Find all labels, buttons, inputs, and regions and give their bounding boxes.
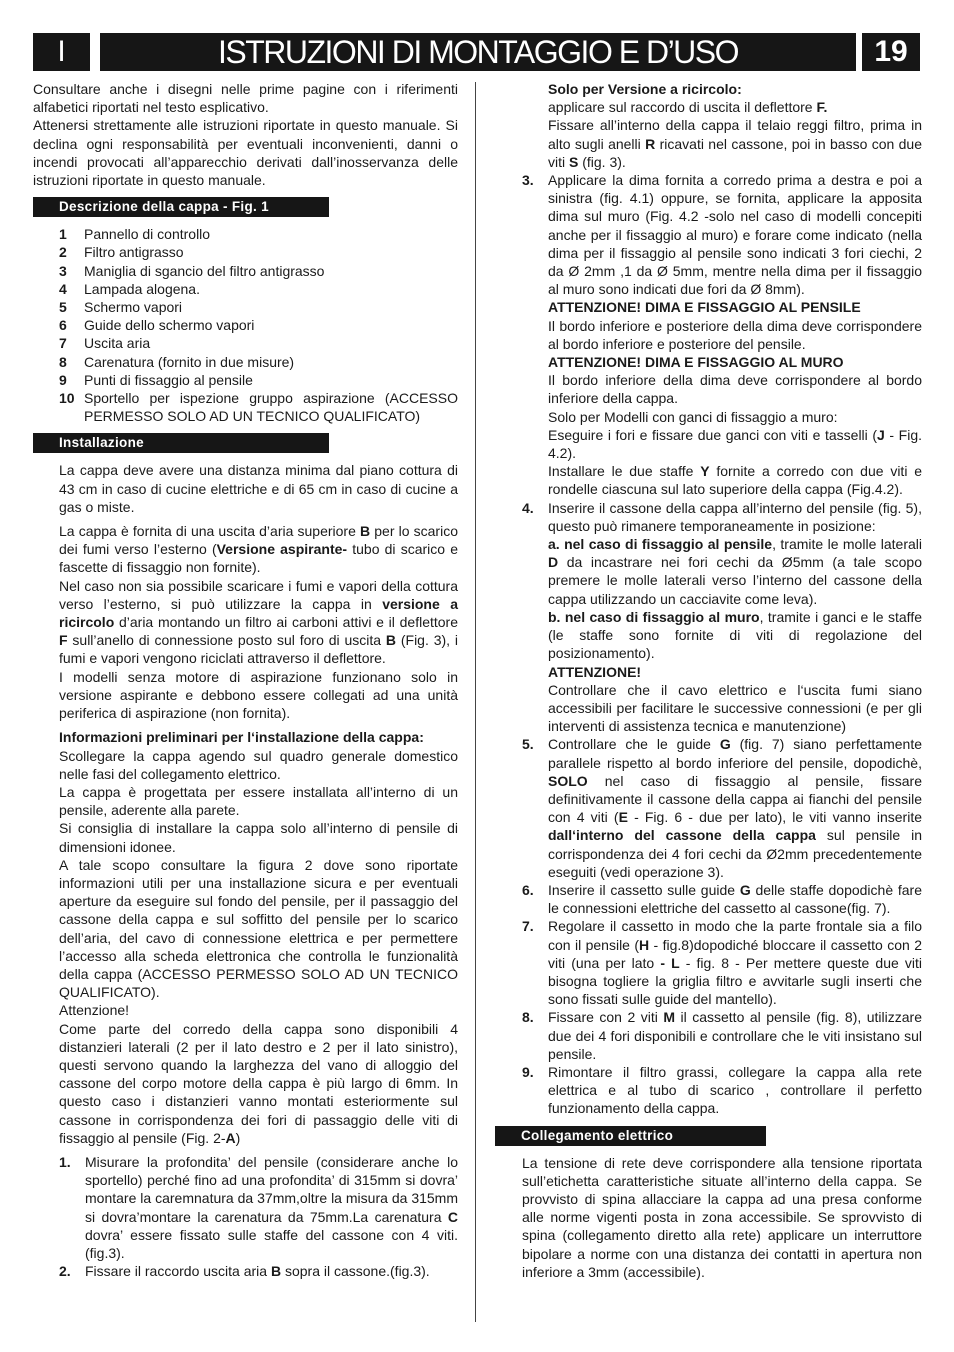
paragraph: La cappa è progettata per essere installata all’interno di un pensile, aderente alla parete. — [59, 783, 458, 819]
step-6: 6. Inserire il cassetto sulle guide G delle staffe dopodichè fare le connessioni elettriche del cassetto al cassone(fig. 7). — [522, 881, 922, 917]
list-item: 8 Carenatura (fornito in due misure) — [59, 353, 295, 370]
paragraph: Attenzione! — [59, 1002, 130, 1019]
paragraph: I modelli senza motore di aspirazione funzionano solo in versione aspirante e debbono essere collegati ad una unità periferica di aspirazione (non fornita). — [59, 668, 458, 722]
paragraph: La cappa è fornita di una uscita d’aria superiore B per lo scarico dei fumi verso l’esterno (Versione aspirante- tubo di scarico e fascette di fissaggio non fornite). — [59, 523, 458, 576]
paragraph: A tale scopo consultare la figura 2 dove sono riportate informazioni utili per una installazione sicura e per eventuali aperture da eseguire sul fondo del pensile, per il passaggio del cassone della cappa e sul soffitto del pensile per lo scarico dell’aria, del cavo di connessione elettrica e per permettere l’accesso alla scheda elettronica che controlla le funzionalità della cappa (ACCESSO PERMESSO SOLO AD UN TECNICO QUALIFICATO). — [59, 856, 458, 1001]
ricircolo-block: Solo per Versione a ricircolo: applicare sul raccordo di uscita il deflettore F. Fissare all’interno della cappa il telaio reggi filtro, prima in alto sugli anelli R ricavati nel cassone, poi in basso con due viti S (fig. 3). — [548, 81, 923, 170]
list-item: 1 Pannello di controllo — [59, 226, 211, 243]
steps-right — [522, 80, 922, 1118]
paragraph: Nel caso non sia possibile scaricare i fumi e vapori della cottura verso l’esterno, si può utilizzare la cappa in versione a ricircolo d’aria montando un filtro ai carboni attivi e il deflettore F sull’anello di connessione posto sul foro di uscita B (Fig. 3), i fumi e vapori vengono riciclati attraverso il deflettore. — [59, 577, 458, 667]
paragraph: Scollegare la cappa agendo sul quadro generale domestico nelle fasi del collegamento elettrico. — [59, 747, 458, 782]
list-item: 7 Uscita aria — [59, 335, 151, 352]
step-9: 9. Rimontare il filtro grassi, collegare la cappa alla rete elettrica e al tubo di scarico , controllare il perfetto funzionamento della cappa. — [522, 1063, 922, 1117]
section-heading-collegamento: Collegamento elettrico — [495, 1126, 766, 1146]
intro-paragraph-2: Attenersi strettamente alle istruzioni riportate in questo manuale. Si declina ogni responsabilità per eventuali inconvenienti, danni o incendi provocati all’apparecchio derivati dall’inosservanza delle istruzioni riportate in questo manuale. — [33, 117, 458, 189]
list-item: 4 Lampada alogena. — [59, 280, 200, 297]
list-item: 9 Punti di fissaggio al pensile — [59, 371, 253, 388]
step-3: 3. Applicare la dima fornita a corredo prima a destra e poi a sinistra (fig. 4.1) oppure, se fornita, applicare la apposita dima sul muro (Fig. 4.2 -solo nel caso di modelli concepiti anche per il fissaggio al muro) e forare come indicato (nella dima per il fissaggio al pensile sono indicati 3 fori ciechi, 2 da Ø 2mm ,1 da Ø 5mm, mentre nella dima per il fissaggio al muro sono indicati due fori da Ø 8mm). ATTENZIONE! DIMA E FISSAGGIO AL PENSILE Il bordo inferiore e posteriore della dima deve corrispondere al bordo inferiore e posteriore del pensile. ATTENZIONE! DIMA E FISSAGGIO AL MURO Il bordo inferiore della dima deve corrispondere al bordo inferiore della cappa. Solo per Modelli con ganci di fissaggio a muro: Eseguire i fori e fissare due ganci con viti e tasselli (J - Fig. 4.2). Installare le due staffe Y fornite a corredo con due viti e rondelle ciascuna sul lato superiore della cappa (Fig.4.2). — [522, 172, 922, 498]
section-heading-descrizione: Descrizione della cappa - Fig. 1 — [33, 197, 329, 217]
list-item: 2 Filtro antigrasso — [59, 244, 184, 261]
language-badge: I — [33, 33, 90, 71]
paragraph: Si consiglia di installare la cappa solo all’interno di pensile di dimensioni idonee. — [59, 820, 458, 855]
list-item: 10 Sportello per ispezione gruppo aspirazione (ACCESSO PERMESSO SOLO AD UN TECNICO QUALIFICATO) — [59, 390, 458, 425]
info-heading: Informazioni preliminari per l‘installazione della cappa: — [59, 729, 424, 746]
step-2: 2. Fissare il raccordo uscita aria B sopra il cassone.(fig.3). — [59, 1263, 430, 1280]
paragraph: La cappa deve avere una distanza minima dal piano cottura di 43 cm in caso di cucine elettriche e di 65 cm in caso di cucine a gas o miste. — [59, 462, 458, 515]
left-column — [33, 80, 458, 1280]
collegamento-paragraph: La tensione di rete deve corrispondere alla tensione riportata sull’etichetta caratteristiche situate all’interno della cappa. Se provvisto di spina allacciare la cappa ad una presa conforme alle norme vigenti posta in zona accessibile. Se sprovvisto di spina (collegamento diretto alla rete) applicare un interruttore bipolare a norme con una distanza dei contatti in apertura non inferiore a 3mm (accessibile). — [522, 1154, 922, 1280]
section-heading-installazione: Installazione — [33, 433, 329, 453]
column-divider — [475, 82, 476, 1322]
step-8: 8. Fissare con 2 viti M il cassetto al pensile (fig. 8), utilizzare due dei 4 fori disponibili e controllare che le viti insistano sul pensile. — [522, 1009, 922, 1062]
step-1: 1. Misurare la profondita’ del pensile (considerare anche lo sportello) perché fino ad una profondita’ di 315mm si dovra’ montare la caremnatura da 37mm,oltre la misura da 315mm si dovra’montare la carenatura da 75mm.La carenatura C dovra’ essere fissato sulle staffe del cassone con 4 viti.(fig.3). — [59, 1153, 458, 1261]
step-4: 4. Inserire il cassone della cappa all’interno del pensile (fig. 5), questo può rimanere temporaneamente in posizione: a. nel caso di fissaggio al pensile, tramite le molle laterali D da incastrare nei fori cechi da Ø5mm (a tale scopo premere le molle laterali verso l’interno del cassone della cappa utilizzando un cacciavite come leva). b. nel caso di fissaggio al muro, tramite i ganci e le staffe (le staffe sono fornite di viti di regolazione del posizionamento). ATTENZIONE! Controllare che il cavo elettrico e l‘uscita fumi siano accessibili per facilitare le successive connessioni (e per gli interventi di assistenza tecnica e manutenzione) — [522, 499, 923, 735]
right-column — [522, 80, 922, 1281]
installazione-body — [33, 461, 458, 1280]
paragraph: Come parte del corredo della cappa sono disponibili 4 distanzieri laterali (2 per il lato destro e 2 per il lato sinistro), questi servono quando la larghezza del vano di alloggio del cassone del corpo motore della cappa è più largo di 6mm. In questo caso i distanzieri vanno montati esteriormente sul cassone in corrispondenza dei fori di passaggio delle viti di fissaggio al pensile (Fig. 2-A) — [59, 1020, 458, 1146]
list-item: 5 Schermo vapori — [59, 299, 183, 316]
page-title: ISTRUZIONI DI MONTAGGIO E D’USO — [100, 33, 856, 71]
parts-list — [33, 225, 458, 425]
step-5: 5. Controllare che le guide G (fig. 7) siano perfettamente parallele rispetto al bordo inferiore del pensile, dopodichè, SOLO nel caso di fissaggio al pensile, fissare definitivamente il cassone della cappa ai fianchi del pensile con 4 viti (E - Fig. 6 - due per lato), le viti vanno inserite dall‘interno del cassone della cappa sul pensile in corrispondenza dei 4 fori cechi da Ø2mm precedentemente eseguiti (vedi operazione 3). — [522, 736, 922, 880]
intro-paragraph-1: Consultare anche i disegni nelle prime pagine con i riferimenti alfabetici riportati nel testo esplicativo. — [33, 81, 458, 116]
steps-left — [59, 1153, 458, 1280]
page-number: 19 — [862, 33, 920, 71]
step-7: 7. Regolare il cassetto in modo che la parte frontale sia a filo con il pensile (H - fig.8)dopodiché bloccare il cassetto con 2 viti (una per lato - L - fig. 8 - Per mettere queste due viti bisogna togliere la griglia filtro e avvitarle sugli inserti che sono fissati sulle guide del mantello). — [522, 918, 922, 1008]
list-item: 3 Maniglia di sgancio del filtro antigrasso — [59, 262, 325, 279]
list-item: 6 Guide dello schermo vapori — [59, 317, 255, 334]
